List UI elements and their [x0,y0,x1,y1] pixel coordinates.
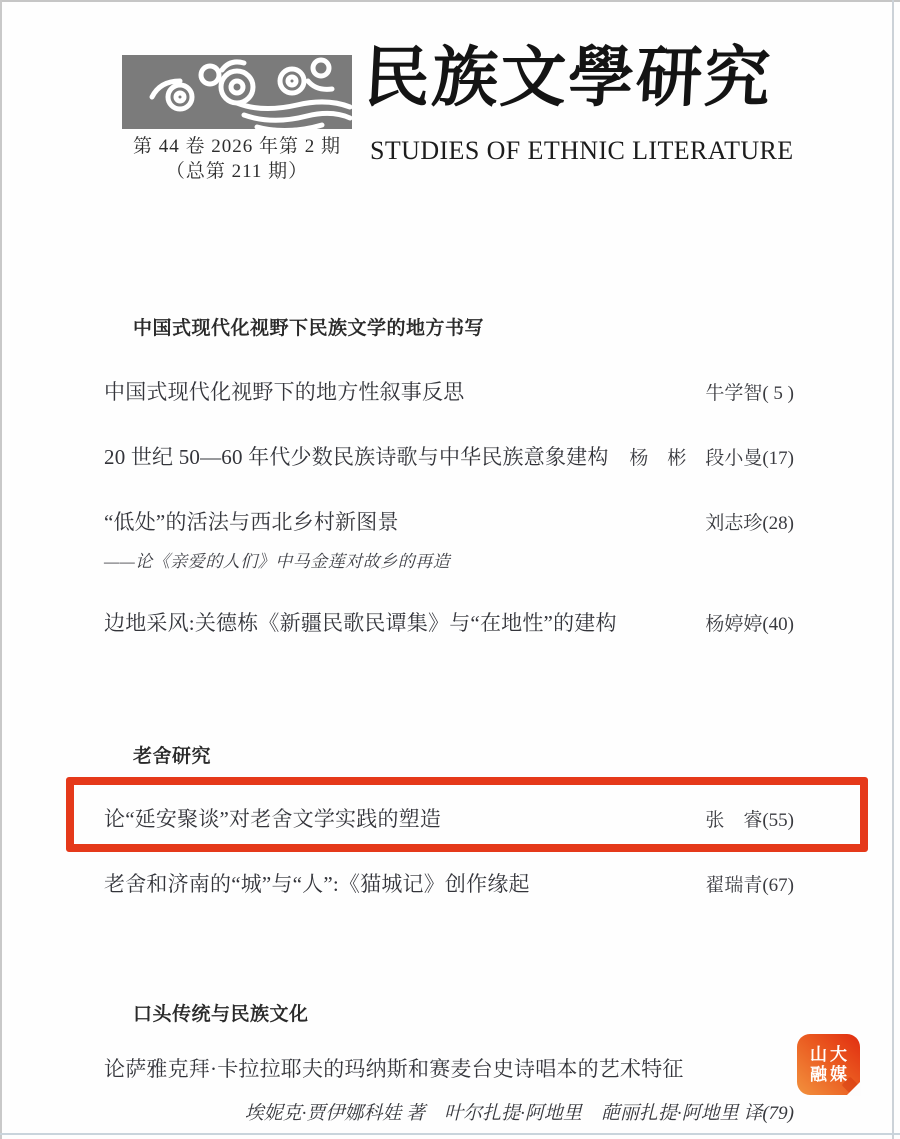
article-title: 论萨雅克拜·卡拉拉耶夫的玛纳斯和赛麦台史诗唱本的艺术特征 [104,1057,684,1081]
article-title: 老舍和济南的“城”与“人”:《猫城记》创作缘起 [104,872,530,896]
article-title: 论“延安聚谈”对老舍文学实践的塑造 [104,807,442,831]
section-heading-laoshe-studies: 老舍研究 [133,746,212,767]
page-edge-right [892,0,894,1139]
article-author-page: 牛学智( 5 ) [705,383,794,404]
section-heading-oral-tradition: 口头传统与民族文化 [133,1004,309,1025]
journal-title-english: STUDIES OF ETHNIC LITERATURE [370,136,794,165]
article-author-page: 翟瑞青(67) [705,875,794,896]
article-author-page: 埃妮克·贾伊娜科娃 著 叶尔扎提·阿地里 葩丽扎提·阿地里 译(79) [244,1103,794,1124]
article-author-page: 刘志珍(28) [705,513,794,534]
toc-entry [104,441,794,471]
page-edge-top [0,0,900,2]
toc-entry [104,868,794,898]
volume-issue-line: 第 44 卷 2026 年第 2 期 [132,136,341,157]
toc-entry [104,376,794,406]
page-edge-left [0,0,2,1139]
page-edge-bottom [0,1133,900,1135]
cumulative-issue-line: （总第 211 期） [165,161,309,182]
article-author-page: 杨 彬 段小曼(17) [629,448,794,469]
article-title: 边地采风:关德栋《新疆民歌民谭集》与“在地性”的建构 [104,611,617,635]
journal-emblem [122,55,352,129]
cloud-pattern-icon [122,55,352,129]
article-title: “低处”的活法与西北乡村新图景 [104,510,399,534]
toc-entry [104,1053,794,1083]
watermark-line1: 山大 [810,1044,850,1064]
article-author-page: 张 睿(55) [705,810,794,831]
watermark-line2: 融媒 [810,1064,850,1084]
toc-entry [104,607,794,637]
toc-entry-highlighted [104,803,794,833]
article-title: 中国式现代化视野下的地方性叙事反思 [104,380,465,404]
toc-entry [104,506,794,536]
journal-title-chinese: 民族文學研究 [362,42,774,115]
shanda-media-watermark-logo [797,1034,860,1095]
article-author-page: 杨婷婷(40) [705,614,794,635]
article-title: 20 世纪 50—60 年代少数民族诗歌与中华民族意象建构 [104,445,609,469]
section-heading-local-writing: 中国式现代化视野下民族文学的地方书写 [133,318,485,339]
article-subtitle: ——论《亲爱的人们》中马金莲对故乡的再造 [104,552,451,571]
